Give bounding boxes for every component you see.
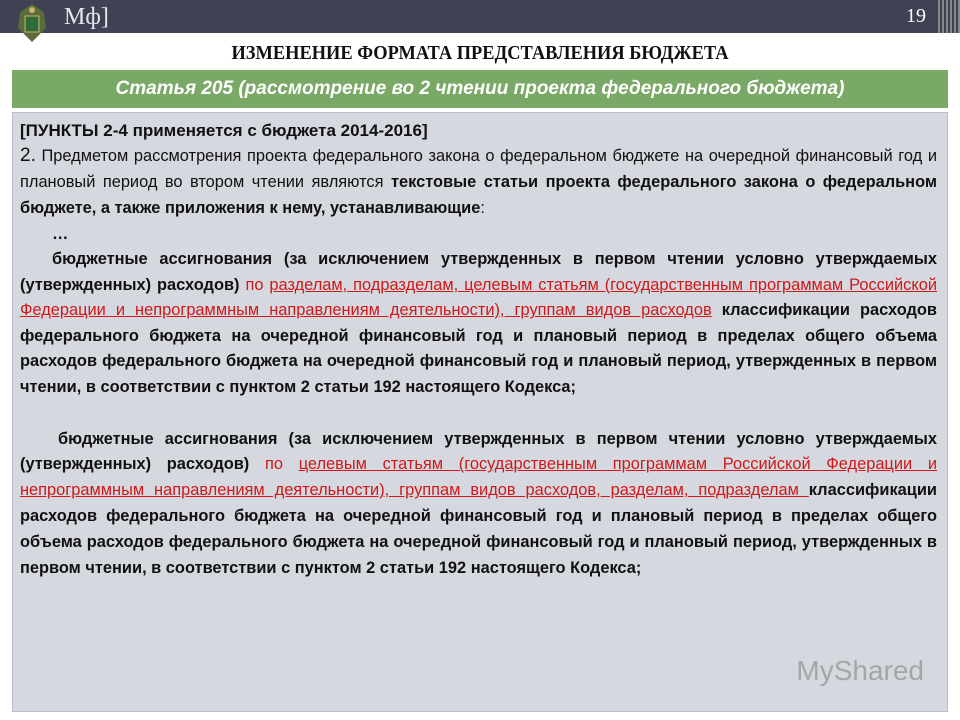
p3-text: бюджетные ассигнования (за исключением утвержденных в первом чтении условно утверждаемых (утвержденных) расходов) (20, 429, 937, 474)
ellipsis: … (52, 225, 69, 243)
p2-end: классификации расходов федерального бюджета на очередной финансовый год и плановый период в пределах общего объема расходов федерального бюджета на очередной финансовый год и плановый период, утвержденных в первом чтении, в соответствии с пунктом 2 статьи 192 настоящего Кодекса; (20, 301, 937, 396)
p1-text: Предметом рассмотрения проекта федерального закона о федеральном бюджете на очередной финансовый год и плановый период во втором чтении являются (20, 147, 937, 191)
page-number: 19 (906, 5, 926, 27)
p3-red-highlight: целевым статьям (государственным программам Российской Федерации и непрограммным направлениям деятельности), группам видов расходов, разделам, подразделам (20, 455, 937, 500)
p1-bold: текстовые статьи проекта федерального закона о федеральном бюджете, а также приложения к нему, устанавливающие (20, 173, 938, 217)
slide-title: ИЗМЕНЕНИЕ ФОРМАТА ПРЕДСТАВЛЕНИЯ БЮДЖЕТА (231, 42, 729, 64)
p3-end: классификации расходов федерального бюджета на очередной финансовый год и плановый период в пределах общего объема расходов федерального бюджета на очередной финансовый год и плановый период, утвержденных в первом чтении, в соответствии с пунктом 2 статьи 192 настоящего Кодекса; (20, 481, 937, 578)
p3-red-po: по (264, 455, 299, 474)
top-bar (0, 0, 960, 33)
content-box (12, 112, 948, 712)
logo-text: Мф] (64, 4, 109, 30)
watermark: MyShared (796, 655, 924, 686)
p2-text: бюджетные ассигнования (за исключением утвержденных в первом чтении условно утверждаемых (утвержденных) расходов) (20, 250, 937, 294)
article-banner: Статья 205 (рассмотрение во 2 чтении проекта федерального бюджета) (12, 70, 948, 108)
paragraph-assignments-1 (20, 247, 937, 401)
p2-red-po: по (245, 275, 270, 294)
paragraph-number: 2. (20, 145, 36, 166)
spacer (20, 401, 937, 427)
emblem-logo-icon (14, 2, 50, 44)
paragraph-2 (20, 143, 937, 221)
p1-end: : (480, 199, 485, 217)
content-heading: [ПУНКТЫ 2-4 применяется с бюджета 2014-2016] (20, 121, 428, 140)
paragraph-assignments-2 (20, 427, 937, 582)
p2-red-highlight: разделам, подразделам, целевым статьям (государственным программам Российской Федерации и непрограммным направлениям деятельности), группам видов расходов (20, 275, 937, 320)
slide-edge (938, 0, 960, 33)
